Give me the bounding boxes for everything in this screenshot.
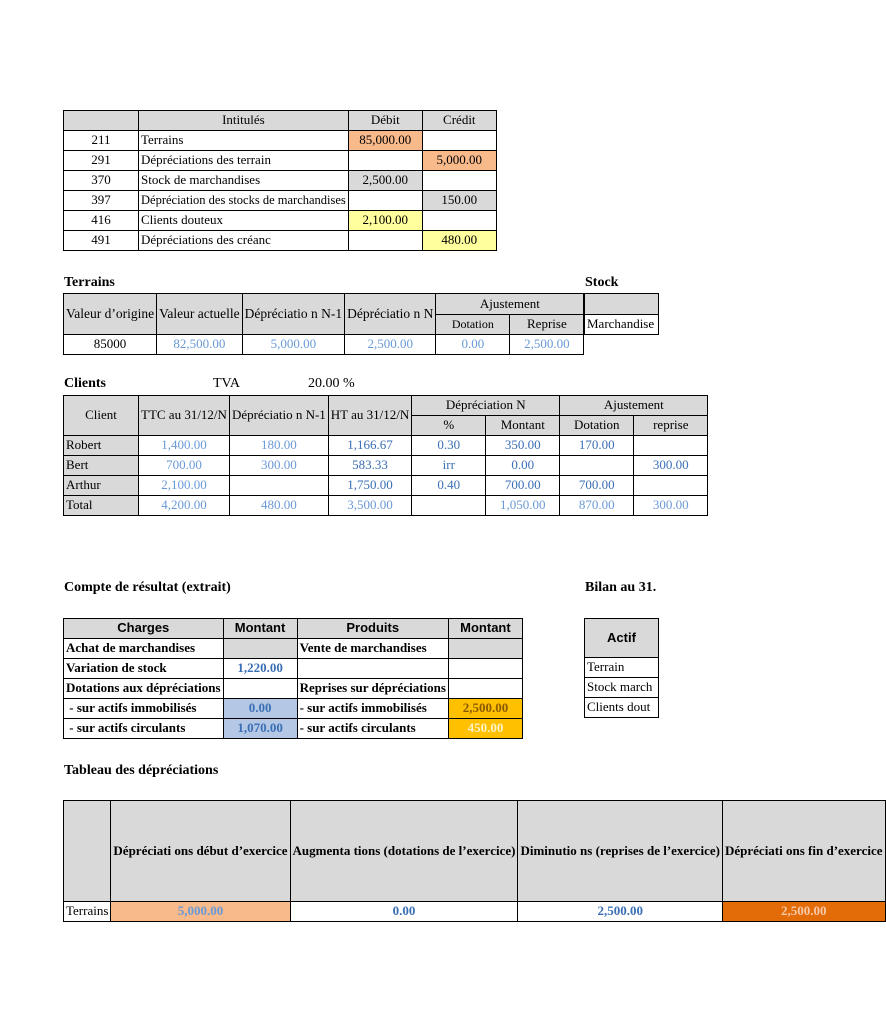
resultat-title: Compte de résultat (extrait) <box>64 580 231 595</box>
bilan-title: Bilan au 31. <box>585 580 657 595</box>
account-credit[interactable] <box>422 131 496 151</box>
account-debit[interactable] <box>348 151 422 171</box>
client-montant[interactable]: 1,050.00 <box>486 496 560 516</box>
depreciations-header-dimin: Diminutio ns (reprises de l’exercice) <box>518 801 723 902</box>
client-dotation[interactable] <box>560 456 634 476</box>
table-row <box>585 678 659 698</box>
clients-table <box>63 395 708 516</box>
table-row <box>64 659 523 679</box>
client-dotation[interactable]: 870.00 <box>560 496 634 516</box>
table-row <box>64 131 497 151</box>
produit-amount[interactable]: 450.00 <box>448 719 522 739</box>
client-name[interactable]: Robert <box>64 436 139 456</box>
client-dotation[interactable]: 700.00 <box>560 476 634 496</box>
terrains-header-adjust: Ajustement <box>436 294 584 315</box>
table-row <box>64 902 886 922</box>
bilan-header-row <box>585 619 659 658</box>
account-label[interactable]: Terrains <box>139 131 349 151</box>
depreciations-table <box>63 800 886 922</box>
client-montant[interactable]: 350.00 <box>486 436 560 456</box>
clients-header-adjust: Ajustement <box>560 396 708 416</box>
table-row <box>64 171 497 191</box>
depreciations-header-row <box>64 801 886 902</box>
client-dep[interactable] <box>229 476 328 496</box>
accounts-header-row <box>64 111 497 131</box>
resultat-header-montant-charges: Montant <box>223 619 297 639</box>
stock-title: Stock <box>585 275 619 290</box>
account-label[interactable]: Dépréciation des stocks de marchandises <box>139 191 349 211</box>
account-code[interactable]: 211 <box>64 131 139 151</box>
client-dep[interactable]: 180.00 <box>229 436 328 456</box>
table-row <box>64 191 497 211</box>
client-dep[interactable]: 300.00 <box>229 456 328 476</box>
terrains-origin[interactable]: 85000 <box>64 335 157 355</box>
table-row <box>64 151 497 171</box>
table-row <box>64 436 708 456</box>
client-name[interactable]: Total <box>64 496 139 516</box>
accounts-header-code <box>64 111 139 131</box>
client-pct[interactable]: 0.30 <box>412 436 486 456</box>
accounts-header-credit: Crédit <box>422 111 496 131</box>
terrains-dotation[interactable]: 0.00 <box>436 335 510 355</box>
account-label[interactable]: Clients douteux <box>139 211 349 231</box>
table-row <box>64 719 523 739</box>
account-credit[interactable] <box>422 171 496 191</box>
depreciations-header-empty <box>64 801 111 902</box>
charge-label[interactable]: Achat de marchandises <box>64 639 224 659</box>
charge-amount[interactable]: 0.00 <box>223 699 297 719</box>
resultat-header-row <box>64 619 523 639</box>
table-row <box>64 496 708 516</box>
produit-label[interactable]: - sur actifs immobilisés <box>297 699 448 719</box>
resultat-header-montant-produits: Montant <box>448 619 522 639</box>
produit-label[interactable]: Vente de marchandises <box>297 639 448 659</box>
resultat-header-charges: Charges <box>64 619 224 639</box>
table-row <box>64 335 584 355</box>
terrains-actual[interactable]: 82,500.00 <box>157 335 243 355</box>
charge-amount[interactable]: 1,070.00 <box>223 719 297 739</box>
terrains-header-origin: Valeur d’origine <box>64 294 157 335</box>
depreciations-header-augm: Augmenta tions (dotations de l’exercice) <box>290 801 518 902</box>
bilan-row-label[interactable]: Stock march <box>585 678 659 698</box>
terrains-dep-prev[interactable]: 5,000.00 <box>242 335 344 355</box>
account-debit[interactable]: 2,100.00 <box>348 211 422 231</box>
account-code[interactable]: 291 <box>64 151 139 171</box>
tva-label: TVA <box>213 376 240 391</box>
client-pct[interactable]: irr <box>412 456 486 476</box>
bilan-row-label[interactable]: Terrain <box>585 658 659 678</box>
client-ttc[interactable]: 700.00 <box>139 456 230 476</box>
clients-header-pct: % <box>412 416 486 436</box>
client-pct[interactable]: 0.40 <box>412 476 486 496</box>
terrains-title: Terrains <box>64 275 115 290</box>
charge-label[interactable]: - sur actifs immobilisés <box>64 699 224 719</box>
clients-header-dotation: Dotation <box>560 416 634 436</box>
client-montant[interactable]: 700.00 <box>486 476 560 496</box>
terrains-header-dep-prev: Dépréciatio n N-1 <box>242 294 344 335</box>
depreciations-row-label[interactable]: Terrains <box>64 902 111 922</box>
account-credit[interactable] <box>422 211 496 231</box>
terrains-header-row <box>64 294 584 315</box>
charge-label[interactable]: - sur actifs circulants <box>64 719 224 739</box>
clients-header-montant: Montant <box>486 416 560 436</box>
depreciations-debut[interactable]: 5,000.00 <box>111 902 290 922</box>
terrains-header-actual: Valeur actuelle <box>157 294 243 335</box>
charge-amount[interactable] <box>223 679 297 699</box>
table-row <box>64 231 497 251</box>
produit-label[interactable]: - sur actifs circulants <box>297 719 448 739</box>
table-row <box>64 679 523 699</box>
stock-table <box>584 293 659 335</box>
client-reprise[interactable]: 300.00 <box>634 456 708 476</box>
client-reprise[interactable] <box>634 476 708 496</box>
client-name[interactable]: Arthur <box>64 476 139 496</box>
table-row <box>64 699 523 719</box>
account-code[interactable]: 416 <box>64 211 139 231</box>
charge-label[interactable]: Variation de stock <box>64 659 224 679</box>
accounts-header-debit: Débit <box>348 111 422 131</box>
account-debit[interactable]: 2,500.00 <box>348 171 422 191</box>
client-pct[interactable] <box>412 496 486 516</box>
clients-header-ht: HT au 31/12/N <box>328 396 411 436</box>
clients-title: Clients <box>64 376 106 391</box>
table-row <box>585 658 659 678</box>
clients-header-dep: Dépréciatio n N-1 <box>229 396 328 436</box>
account-debit[interactable] <box>348 231 422 251</box>
terrains-header-reprise: Reprise <box>510 314 584 335</box>
table-row <box>585 698 659 718</box>
account-code[interactable]: 491 <box>64 231 139 251</box>
depreciations-header-fin: Dépréciati ons fin d’exercice <box>723 801 886 902</box>
clients-header-client: Client <box>64 396 139 436</box>
charge-amount[interactable] <box>223 639 297 659</box>
account-debit[interactable]: 85,000.00 <box>348 131 422 151</box>
client-ttc[interactable]: 4,200.00 <box>139 496 230 516</box>
client-ht[interactable]: 3,500.00 <box>328 496 411 516</box>
client-dotation[interactable]: 170.00 <box>560 436 634 456</box>
client-name[interactable]: Bert <box>64 456 139 476</box>
account-label[interactable]: Dépréciations des terrain <box>139 151 349 171</box>
account-debit[interactable] <box>348 191 422 211</box>
stock-header-row <box>585 294 659 315</box>
account-label[interactable]: Dépréciations des créanc <box>139 231 349 251</box>
charge-label[interactable]: Dotations aux dépréciations <box>64 679 224 699</box>
produit-amount[interactable]: 2,500.00 <box>448 699 522 719</box>
depreciations-augm[interactable]: 0.00 <box>290 902 518 922</box>
charge-amount[interactable]: 1,220.00 <box>223 659 297 679</box>
client-ttc[interactable]: 2,100.00 <box>139 476 230 496</box>
depreciations-fin[interactable]: 2,500.00 <box>723 902 886 922</box>
terrains-reprise[interactable]: 2,500.00 <box>510 335 584 355</box>
produit-amount[interactable] <box>448 659 522 679</box>
accounts-header-label: Intitulés <box>139 111 349 131</box>
terrains-table <box>63 293 584 355</box>
produit-label[interactable]: Reprises sur dépréciations <box>297 679 448 699</box>
bilan-table <box>584 618 659 718</box>
account-code[interactable]: 397 <box>64 191 139 211</box>
client-reprise[interactable] <box>634 436 708 456</box>
clients-header-dep-n: Dépréciation N <box>412 396 560 416</box>
account-credit[interactable]: 5,000.00 <box>422 151 496 171</box>
clients-header-row <box>64 396 708 416</box>
client-dep[interactable]: 480.00 <box>229 496 328 516</box>
resultat-table <box>63 618 523 739</box>
account-credit[interactable]: 480.00 <box>422 231 496 251</box>
client-montant[interactable]: 0.00 <box>486 456 560 476</box>
stock-row-label[interactable]: Marchandise <box>585 315 659 335</box>
produit-label[interactable] <box>297 659 448 679</box>
clients-header-ttc: TTC au 31/12/N <box>139 396 230 436</box>
depreciations-title: Tableau des dépréciations <box>64 763 219 778</box>
client-reprise[interactable]: 300.00 <box>634 496 708 516</box>
table-row <box>64 476 708 496</box>
depreciations-dimin[interactable]: 2,500.00 <box>518 902 723 922</box>
terrains-header-dep-n: Dépréciatio n N <box>345 294 436 335</box>
terrains-dep-n[interactable]: 2,500.00 <box>345 335 436 355</box>
produit-amount[interactable] <box>448 639 522 659</box>
table-row <box>64 211 497 231</box>
account-credit[interactable]: 150.00 <box>422 191 496 211</box>
table-row <box>64 639 523 659</box>
client-ht[interactable]: 1,750.00 <box>328 476 411 496</box>
depreciations-header-debut: Dépréciati ons début d’exercice <box>111 801 290 902</box>
table-row <box>585 315 659 335</box>
client-ht[interactable]: 583.33 <box>328 456 411 476</box>
clients-header-reprise: reprise <box>634 416 708 436</box>
terrains-header-dotation: Dotation <box>436 314 510 335</box>
bilan-header-actif: Actif <box>585 619 659 658</box>
bilan-row-label[interactable]: Clients dout <box>585 698 659 718</box>
resultat-header-produits: Produits <box>297 619 448 639</box>
accounts-table <box>63 110 497 251</box>
account-label[interactable]: Stock de marchandises <box>139 171 349 191</box>
stock-header <box>585 294 659 315</box>
table-row <box>64 456 708 476</box>
produit-amount[interactable] <box>448 679 522 699</box>
client-ht[interactable]: 1,166.67 <box>328 436 411 456</box>
tva-value[interactable]: 20.00 % <box>308 376 355 391</box>
account-code[interactable]: 370 <box>64 171 139 191</box>
client-ttc[interactable]: 1,400.00 <box>139 436 230 456</box>
